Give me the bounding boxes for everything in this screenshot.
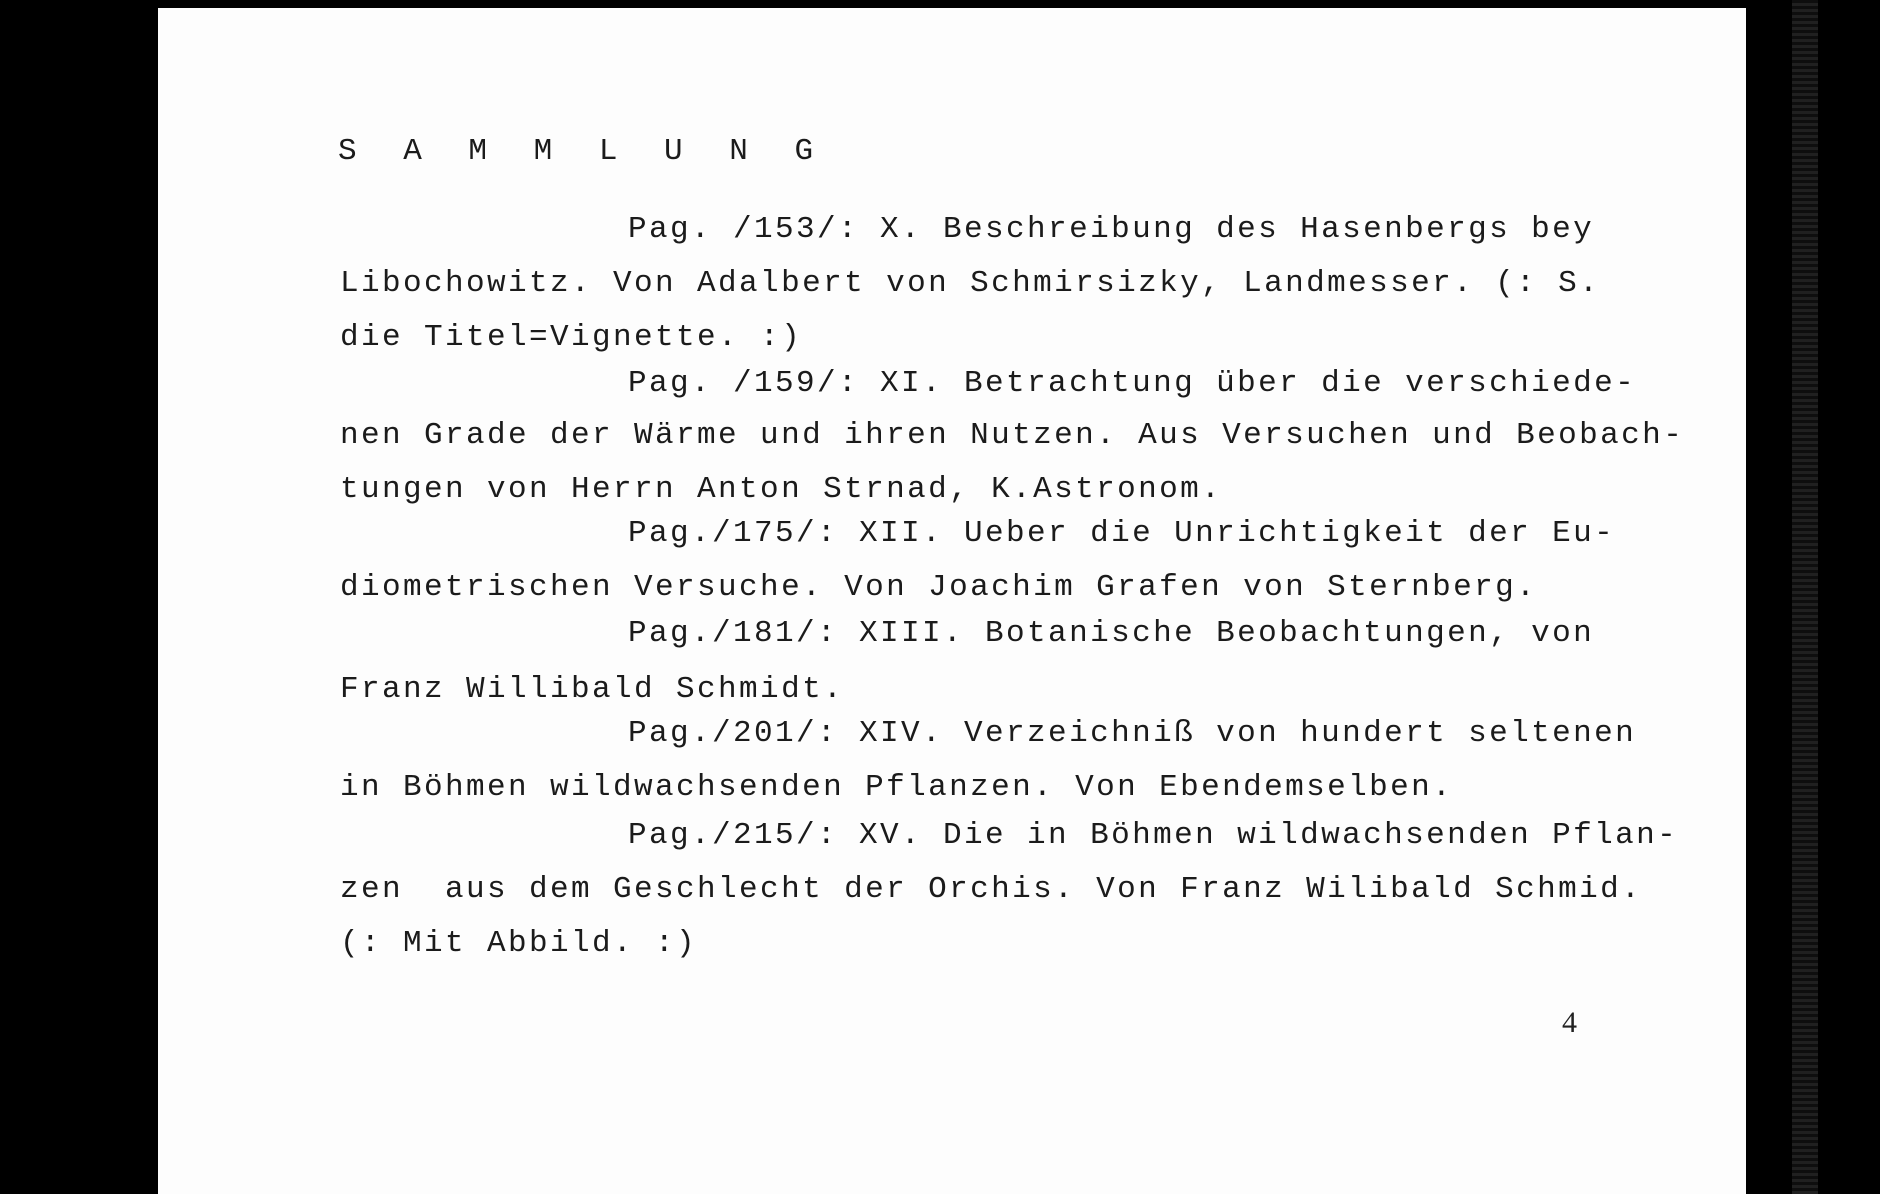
entry-xiii-line-2: Franz Willibald Schmidt. — [340, 672, 845, 707]
entry-xv-line-2: zen aus dem Geschlecht der Orchis. Von Franz Wilibald Schmid. — [340, 872, 1643, 907]
entry-xi-line-3: tungen von Herrn Anton Strnad, K.Astronom. — [340, 472, 1223, 507]
entry-xiv-line-2: in Böhmen wildwachsenden Pflanzen. Von Ebendemselben. — [340, 770, 1454, 805]
entry-x-line-1: Pag. /153/: X. Beschreibung des Hasenbergs bey — [628, 212, 1595, 247]
entry-xii-line-2: diometrischen Versuche. Von Joachim Grafen von Sternberg. — [340, 570, 1538, 605]
entry-xii-line-1: Pag./175/: XII. Ueber die Unrichtigkeit der Eu- — [628, 516, 1616, 551]
document-heading: S A M M L U N G — [338, 134, 828, 169]
entry-xv-line-3: (: Mit Abbild. :) — [340, 926, 698, 961]
entry-xi-line-1: Pag. /159/: XI. Betrachtung über die verschiede- — [628, 366, 1637, 401]
entry-x-line-2: Libochowitz. Von Adalbert von Schmirsizky, Landmesser. (: S. — [340, 266, 1601, 301]
entry-xiv-line-1: Pag./201/: XIV. Verzeichniß von hundert seltenen — [628, 716, 1637, 751]
entry-xv-line-1: Pag./215/: XV. Die in Böhmen wildwachsenden Pflan- — [628, 818, 1679, 853]
page-number: 4 — [1562, 1006, 1577, 1039]
entry-xi-line-2: nen Grade der Wärme und ihren Nutzen. Aus Versuchen und Beobach- — [340, 418, 1685, 453]
entry-x-line-3: die Titel=Vignette. :) — [340, 320, 803, 355]
scan-edge-strip — [1792, 0, 1818, 1194]
entry-xiii-line-1: Pag./181/: XIII. Botanische Beobachtungen, von — [628, 616, 1595, 651]
